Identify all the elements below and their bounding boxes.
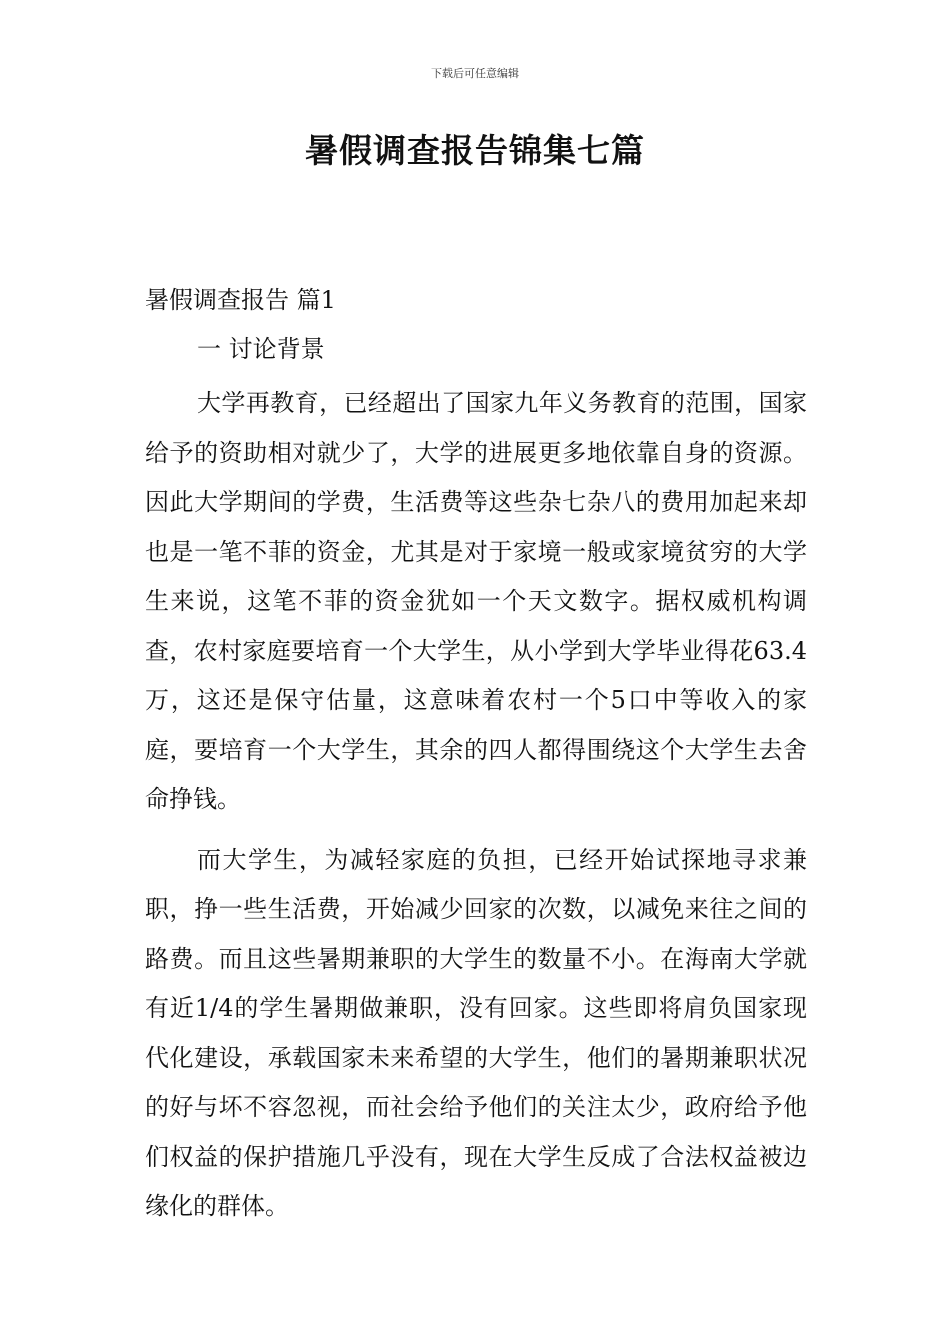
document-title: 暑假调查报告锦集七篇 xyxy=(305,131,645,170)
paragraph-1: 大学再教育，已经超出了国家九年义务教育的范围，国家给予的资助相对就少了，大学的进展更多地依靠自身的资源。因此大学期间的学费，生活费等这些杂七杂八的费用加起来却也是一笔不菲的资金，尤其是对于家境一般或家境贫穷的大学生来说，这笔不菲的资金犹如一个天文数字。据权威机构调查，农村家庭要培育一个大学生，从小学到大学毕业得花63.4万，这还是保守估量，这意味着农村一个5口中等收入的家庭，要培育一个大学生，其余的四人都得围绕这个大学生去舍命挣钱。 xyxy=(145,389,807,813)
sub-heading: 一 讨论背景 xyxy=(197,335,325,363)
section-heading: 暑假调查报告 篇1 xyxy=(145,286,336,314)
header-note: 下载后可任意编辑 xyxy=(431,67,519,80)
paragraph-2: 而大学生，为减轻家庭的负担，已经开始试探地寻求兼职，挣一些生活费，开始减少回家的次数，以减免来往之间的路费。而且这些暑期兼职的大学生的数量不小。在海南大学就有近1/4的学生暑期做兼职，没有回家。这些即将肩负国家现代化建设，承载国家未来希望的大学生，他们的暑期兼职状况的好与坏不容忽视，而社会给予他们的关注太少，政府给予他们权益的保护措施几乎没有，现在大学生反成了合法权益被边缘化的群体。 xyxy=(145,845,807,1220)
document-body xyxy=(145,281,807,1243)
